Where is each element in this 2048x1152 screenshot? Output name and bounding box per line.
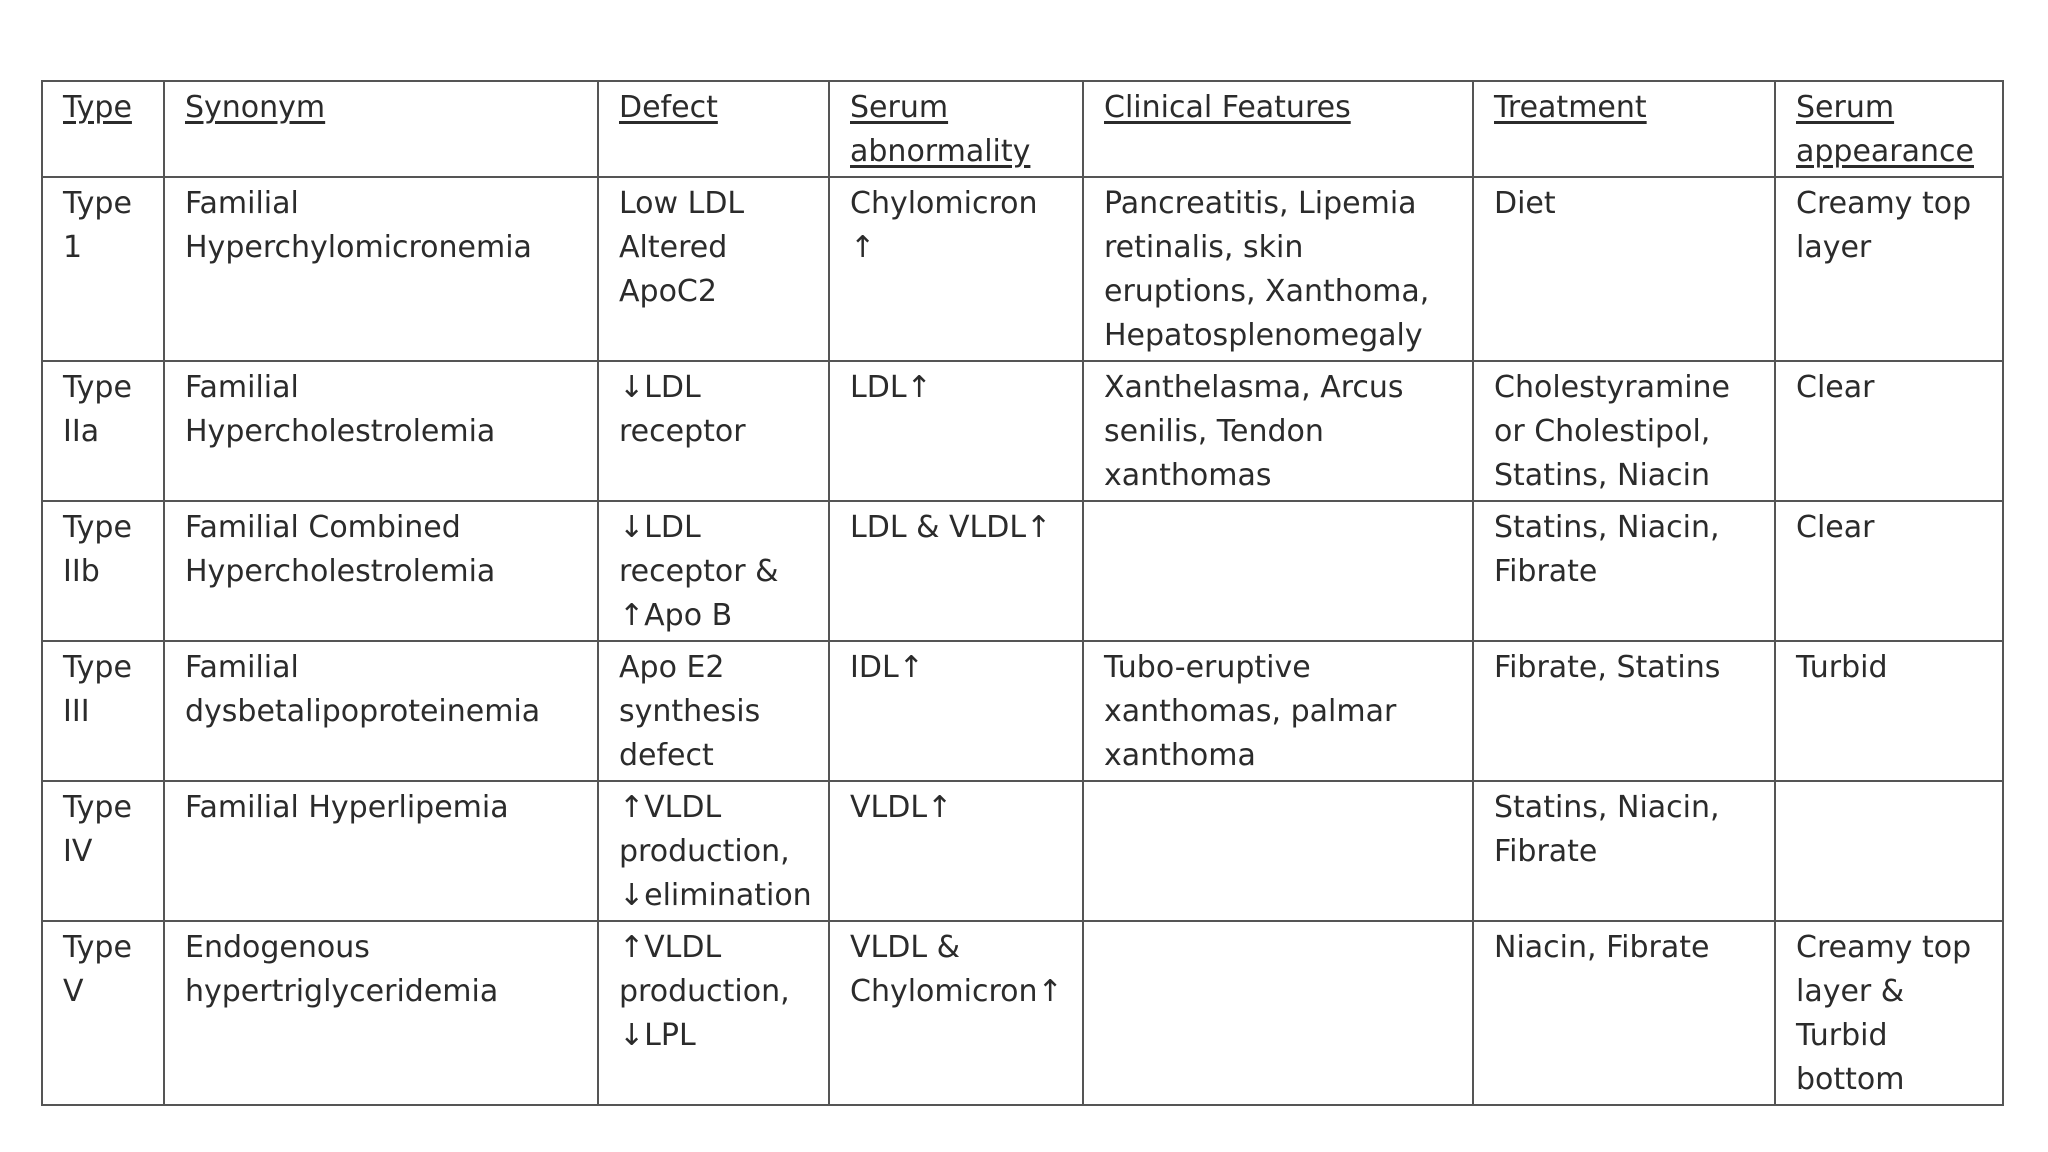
cell-defect: ↓LDL receptor & ↑Apo B xyxy=(598,501,829,641)
cell-serum-abnormality: IDL↑ xyxy=(829,641,1083,781)
cell-clinical-features xyxy=(1083,921,1473,1105)
cell-defect: ↑VLDL production, ↓LPL xyxy=(598,921,829,1105)
cell-serum-abnormality: VLDL↑ xyxy=(829,781,1083,921)
table-row xyxy=(42,921,2003,1105)
header-serum-appearance: Serum appearance xyxy=(1775,81,2003,177)
cell-treatment: Diet xyxy=(1473,177,1775,361)
cell-treatment: Cholestyramine or Cholestipol, Statins, Niacin xyxy=(1473,361,1775,501)
cell-clinical-features: Pancreatitis, Lipemia retinalis, skin eruptions, Xanthoma, Hepatosplenomegaly xyxy=(1083,177,1473,361)
cell-treatment: Statins, Niacin, Fibrate xyxy=(1473,781,1775,921)
cell-treatment: Fibrate, Statins xyxy=(1473,641,1775,781)
cell-type: Type III xyxy=(42,641,164,781)
cell-synonym: Familial Hyperchylomicronemia xyxy=(164,177,598,361)
cell-synonym: Familial dysbetalipoproteinemia xyxy=(164,641,598,781)
hyperlipoproteinemia-table xyxy=(41,80,2004,1106)
cell-serum-abnormality: Chylomicron ↑ xyxy=(829,177,1083,361)
cell-clinical-features xyxy=(1083,501,1473,641)
cell-serum-appearance: Creamy top layer xyxy=(1775,177,2003,361)
cell-serum-appearance: Turbid xyxy=(1775,641,2003,781)
header-serum-abnormality: Serum abnormality xyxy=(829,81,1083,177)
table-header-row xyxy=(42,81,2003,177)
cell-type: Type IV xyxy=(42,781,164,921)
cell-treatment: Statins, Niacin, Fibrate xyxy=(1473,501,1775,641)
cell-type: Type V xyxy=(42,921,164,1105)
cell-serum-appearance: Clear xyxy=(1775,501,2003,641)
cell-clinical-features: Tubo-eruptive xanthomas, palmar xanthoma xyxy=(1083,641,1473,781)
cell-synonym: Familial Combined Hypercholestrolemia xyxy=(164,501,598,641)
cell-clinical-features: Xanthelasma, Arcus senilis, Tendon xanthomas xyxy=(1083,361,1473,501)
cell-defect: ↑VLDL production, ↓elimination xyxy=(598,781,829,921)
cell-treatment: Niacin, Fibrate xyxy=(1473,921,1775,1105)
header-defect: Defect xyxy=(598,81,829,177)
cell-defect: ↓LDL receptor xyxy=(598,361,829,501)
cell-serum-abnormality: LDL & VLDL↑ xyxy=(829,501,1083,641)
table-row xyxy=(42,641,2003,781)
cell-serum-appearance: Clear xyxy=(1775,361,2003,501)
header-type: Type xyxy=(42,81,164,177)
cell-serum-appearance xyxy=(1775,781,2003,921)
cell-type: Type 1 xyxy=(42,177,164,361)
cell-serum-appearance: Creamy top layer & Turbid bottom xyxy=(1775,921,2003,1105)
table-row xyxy=(42,361,2003,501)
table-row xyxy=(42,781,2003,921)
cell-clinical-features xyxy=(1083,781,1473,921)
table-row xyxy=(42,177,2003,361)
table-row xyxy=(42,501,2003,641)
cell-type: Type IIb xyxy=(42,501,164,641)
cell-synonym: Endogenous hypertriglyceridemia xyxy=(164,921,598,1105)
cell-defect: Low LDL Altered ApoC2 xyxy=(598,177,829,361)
header-synonym: Synonym xyxy=(164,81,598,177)
cell-synonym: Familial Hyperlipemia xyxy=(164,781,598,921)
cell-type: Type IIa xyxy=(42,361,164,501)
cell-defect: Apo E2 synthesis defect xyxy=(598,641,829,781)
header-treatment: Treatment xyxy=(1473,81,1775,177)
cell-synonym: Familial Hypercholestrolemia xyxy=(164,361,598,501)
cell-serum-abnormality: VLDL & Chylomicron↑ xyxy=(829,921,1083,1105)
header-clinical-features: Clinical Features xyxy=(1083,81,1473,177)
cell-serum-abnormality: LDL↑ xyxy=(829,361,1083,501)
